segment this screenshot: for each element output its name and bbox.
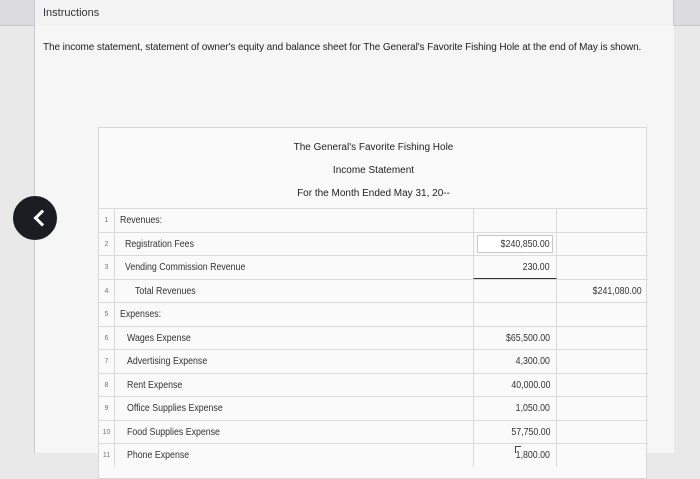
row-label: Registration Fees — [125, 238, 194, 250]
table-row — [99, 255, 648, 279]
instructions-panel — [34, 26, 674, 461]
row-label: Revenues: — [120, 215, 163, 226]
amount-value-1: 4,300.00 — [515, 356, 550, 367]
table-row — [99, 349, 648, 373]
row-label: Phone Expense — [127, 450, 190, 461]
top-bar — [0, 0, 700, 26]
income-statement — [98, 127, 647, 479]
row-number: 10 — [99, 421, 115, 444]
amount-cell-2[interactable] — [557, 444, 648, 467]
previous-button[interactable] — [13, 196, 57, 240]
table-row — [99, 396, 648, 420]
company-name: The General's Favorite Fishing Hole — [293, 142, 454, 153]
amount-cell-2[interactable] — [557, 280, 648, 303]
row-label: Vending Commission Revenue — [125, 262, 246, 273]
amount-cell-2[interactable] — [557, 233, 648, 256]
table-row — [99, 373, 648, 397]
row-number: 11 — [99, 444, 115, 467]
chevron-left-icon — [34, 210, 51, 227]
row-number: 7 — [99, 350, 115, 373]
amount-cell-2[interactable] — [557, 374, 648, 397]
table-row — [99, 326, 648, 350]
amount-value-1: $240,850.00 — [501, 238, 550, 250]
amount-cell-1[interactable] — [473, 280, 557, 303]
instructions-tab[interactable] — [34, 0, 674, 26]
amount-cell-1[interactable] — [473, 374, 557, 397]
statement-period: For the Month Ended May 31, 20-- — [297, 188, 450, 199]
row-label: Office Supplies Expense — [127, 403, 223, 414]
row-number: 1 — [99, 209, 115, 232]
row-label: Rent Expense — [127, 379, 183, 391]
amount-value-1: 230.00 — [523, 262, 550, 273]
table-row — [99, 420, 648, 444]
amount-value-1: 1,800.00 — [515, 450, 550, 461]
table-row — [99, 279, 648, 303]
table-row — [99, 443, 648, 467]
row-number: 2 — [99, 233, 115, 256]
amount-cell-1[interactable] — [473, 397, 557, 420]
amount-cell-2[interactable] — [557, 397, 648, 420]
amount-cell-2[interactable] — [557, 303, 648, 326]
amount-cell-1[interactable] — [473, 233, 557, 256]
row-number: 5 — [99, 303, 115, 326]
amount-cell-2[interactable] — [557, 421, 648, 444]
table-row — [99, 208, 648, 232]
amount-cell-1[interactable] — [473, 350, 557, 373]
amount-cell-1[interactable] — [473, 327, 557, 350]
table-row — [99, 232, 648, 256]
statement-rows — [99, 208, 648, 467]
row-number: 3 — [99, 256, 115, 279]
amount-cell-1[interactable] — [473, 209, 557, 232]
amount-value-1: 57,750.00 — [510, 426, 550, 438]
row-number: 6 — [99, 327, 115, 350]
amount-cell-1[interactable] — [473, 421, 557, 444]
amount-value-2: $241,080.00 — [593, 285, 642, 297]
amount-cell-2[interactable] — [557, 327, 648, 350]
statement-title: Income Statement — [332, 165, 415, 176]
row-label: Advertising Expense — [127, 356, 208, 367]
amount-cell-2[interactable] — [557, 350, 648, 373]
row-number: 9 — [99, 397, 115, 420]
row-number: 4 — [99, 280, 115, 303]
amount-value-1: 1,050.00 — [515, 403, 550, 414]
row-label: Food Supplies Expense — [127, 426, 220, 438]
table-row — [99, 302, 648, 326]
amount-cell-1[interactable] — [473, 303, 557, 326]
amount-value-1: 40,000.00 — [510, 379, 550, 391]
row-label: Wages Expense — [127, 332, 191, 344]
amount-cell-2[interactable] — [557, 256, 648, 279]
row-number: 8 — [99, 374, 115, 397]
mouse-cursor — [515, 446, 521, 453]
instructions-text: The income statement, statement of owner's equity and balance sheet for The General's Favorite Fishing Hole at the end of May is shown. — [43, 42, 642, 53]
row-label: Total Revenues — [135, 285, 196, 297]
amount-value-1: $65,500.00 — [505, 332, 550, 344]
instructions-tab-label: Instructions — [43, 7, 100, 19]
amount-cell-1[interactable] — [473, 256, 557, 279]
row-label: Expenses: — [120, 309, 162, 320]
amount-cell-2[interactable] — [557, 209, 648, 232]
